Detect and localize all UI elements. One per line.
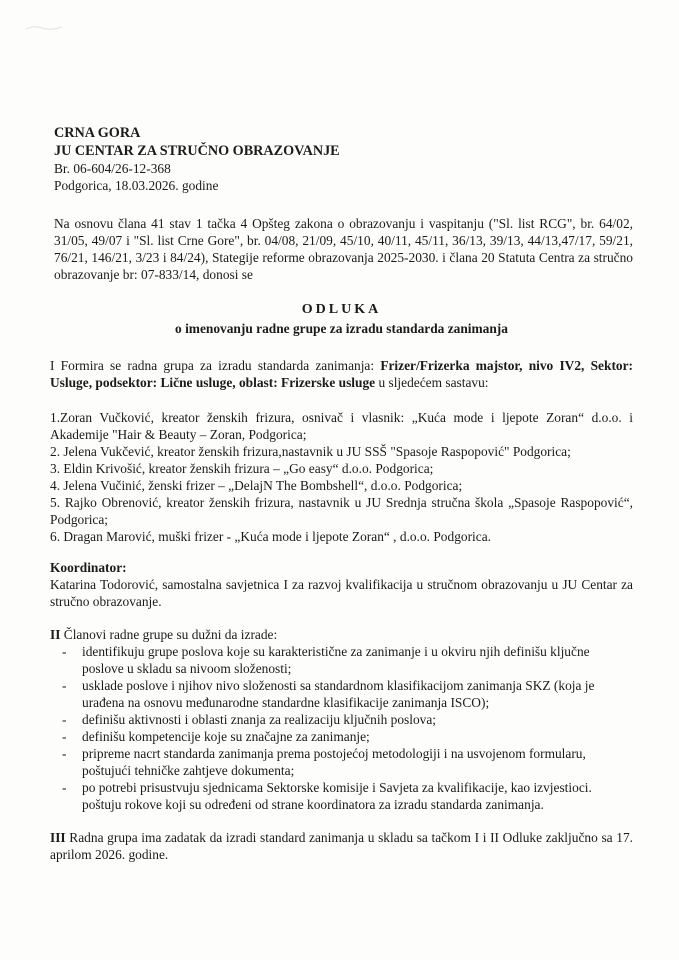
duty-item: - usklade poslove i njihov nivo složenosti sa standardnom klasifikacijom zanimanja SKZ (koja je urađena na osnovu međunarodne standardne klasifikacije zanimanja ISCO); [64,677,633,711]
member-item: 4. Jelena Vučinić, ženski frizer – „DelajN The Bombshell“, d.o.o. Podgorica; [50,478,463,493]
section-2-intro [50,626,633,643]
section-1-occupation: Frizer/Frizerka majstor, nivo IV2, Sektor: Usluge, podsektor: Lične usluge, oblast: Frizerske usluge [50,358,633,390]
decision-title: ODLUKA [301,302,382,317]
section-2-intro-text: Članovi radne grupe su dužni da izrade: [60,627,278,642]
document-header [54,124,614,194]
member-item: 1.Zoran Vučković, kreator ženskih frizura, osnivač i vlasnik: „Kuća mode i ljepote Zoran“ d.o.o. i Akademije "Hair & Beauty – Zoran, Podgorica; [50,410,633,442]
section-1-suffix: u sljedećem sastavu: [375,375,489,390]
header-country: CRNA GORA [54,125,141,141]
section-2-roman: II [50,627,61,642]
coordinator-heading: Koordinator: [50,560,127,575]
preamble: Na osnovu člana 41 stav 1 tačka 4 Opšteg zakona o obrazovanju i vaspitanju ("Sl. list RCG", br. 64/02, 31/05, 49/07 i "Sl. list Crne Gore", br. 04/08, 21/09, 45/10, 40/11, 45/11, 36/13, 39/13, 44/13,47/17, 59/21, 76/21, 146/21, 3/23 i 84/24), Stategije reforme obrazovanja 2025-2030. i člana 20 Statuta Centra za stručno obrazovanje br: 07-833/14, donosi se [54,216,633,282]
member-item: 6. Dragan Marović, muški frizer - „Kuća mode i ljepote Zoran“ , d.o.o. Podgorica. [50,529,492,544]
duties-list [50,643,633,813]
member-item: 2. Jelena Vukčević, kreator ženskih frizura,nastavnik u JU SSŠ "Spasoje Raspopović" Podgorica; [50,444,571,459]
coordinator-text: Katarina Todorović, samostalna savjetnica I za razvoj kvalifikacija u stručnom obrazovanju u JU Centar za stručno obrazovanje. [50,577,633,609]
duty-item: - pripreme nacrt standarda zanimanja prema postojećoj metodologiji i na usvojenom formularu, poštujući tehničke zahtjeve dokumenta; [64,745,633,779]
section-3 [50,829,633,863]
section-1 [50,357,633,391]
header-place-date: Podgorica, 18.03.2026. godine [54,178,219,193]
section-1-prefix: I Formira se radna grupa za izradu standarda zanimanja: [50,358,381,373]
member-list [50,409,633,545]
duty-item: - definišu aktivnosti i oblasti znanja za realizaciju ključnih poslova; [64,711,633,728]
duty-item: - definišu kompetencije koje su značajne za zanimanje; [64,728,633,745]
decision-subtitle: o imenovanju radne grupe za izradu standarda zanimanja [175,321,508,336]
coordinator-label [50,559,633,576]
duty-item: - po potrebi prisustvuju sjednicama Sektorske komisije i Savjeta za kvalifikacije, kao izvjestioci. poštuju rokove koji su određeni od strane koordinatora za izradu standarda zanimanja. [64,779,633,813]
duty-item: - identifikuju grupe poslova koje su karakteristične za zanimanje i u okviru njih definišu ključne poslove u skladu sa nivoom složenosti; [64,643,633,677]
section-3-text: Radna grupa ima zadatak da izradi standard zanimanja u skladu sa tačkom I i II Odluke zaključno sa 17. aprilom 2026. godine. [50,830,633,862]
section-3-roman: III [50,830,66,845]
member-item: 5. Rajko Obrenović, kreator ženskih frizura, nastavnik u JU Srednja stručna škola „Spasoje Raspopović“, Podgorica; [50,495,633,527]
scan-artifact [24,24,64,32]
document-body [50,215,633,863]
member-item: 3. Eldin Krivošić, kreator ženskih frizura – „Go easy“ d.o.o. Podgorica; [50,461,434,476]
header-number: Br. 06-604/26-12-368 [54,161,171,176]
header-institution: JU CENTAR ZA STRUČNO OBRAZOVANJE [54,143,340,159]
